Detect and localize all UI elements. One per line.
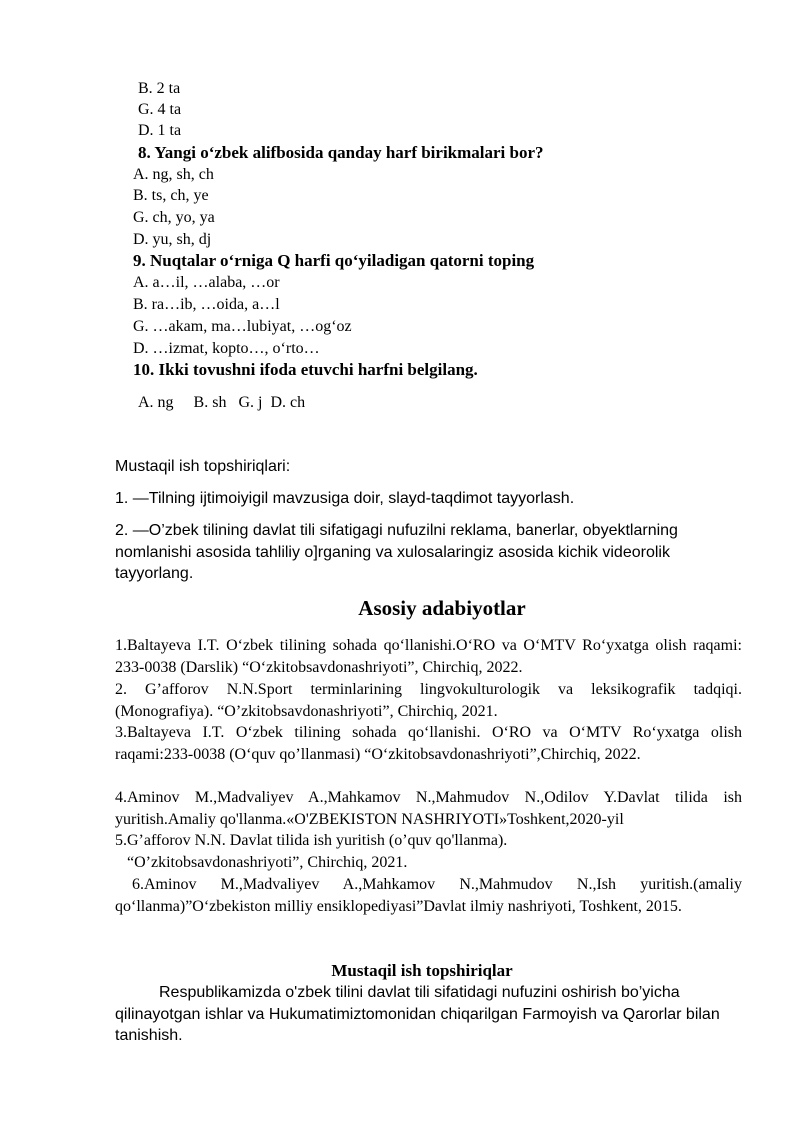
question-8-title: 8. Yangi o‘zbek alifbosida qanday harf birikmalari bor? [138,143,544,162]
reference-item: 6.Aminov M.,Madvaliyev A.,Mahkamov N.,Mahmudov N.,Ish yuritish.(amaliy qo‘llanma)”O‘zbekiston milliy ensiklopediyasi”Davlat ilmiy nashriyoti, Toshkent, 2015. [115,876,742,915]
independent-task-item: 1. ―Tilning ijtimoiyigil mavzusiga doir, slayd-taqdimot tayyorlash. [115,490,575,507]
question-9-option-a: A. a…il, …alaba, …or [133,274,280,291]
question-9-option-g: G. …akam, ma…lubiyat, …og‘oz [133,318,352,335]
reference-item: 3.Baltayeva I.T. O‘zbek tilining sohada qo‘llanishi. O‘RO va O‘MTV Ro‘yxatga olish raqami:233-0038 (O‘quv qo’llanmasi) “O‘zkitobsavdonashriyoti”,Chirchiq, 2022. [115,724,742,763]
answer-option: B. 2 ta [138,80,181,97]
question-8-option-g: G. ch, yo, ya [133,209,215,226]
literature-heading: Asosiy adabiyotlar [358,596,526,620]
question-8-option-b: B. ts, ch, ye [133,187,209,204]
reference-item: 4.Aminov M.,Madvaliyev A.,Mahkamov N.,Mahmudov N.,Odilov Y.Davlat tilida ish yuritish.Amaliy qo'llanma.«O'ZBEKISTON NASHRIYOTI»Toshkent,2020-yil [115,789,742,828]
reference-item-continuation: “O’zkitobsavdonashriyoti”, Chirchiq, 2021. [127,854,408,871]
question-10-options: A. ng B. sh G. j D. ch [138,394,306,411]
final-section-heading: Mustaqil ish topshiriqlar [331,961,513,980]
question-8-option-a: A. ng, sh, ch [133,166,214,183]
reference-item: 2. G’afforov N.N.Sport terminlarining lingvokulturologik va leksikografik tadqiqi. (Monografiya). “O’zkitobsavdonashriyoti”, Chirchiq, 2021. [115,681,742,720]
question-10-title: 10. Ikki tovushni ifoda etuvchi harfni belgilang. [133,360,478,379]
question-9-option-d: D. …izmat, kopto…, o‘rto… [133,340,320,357]
final-section-body: Respublikamizda o'zbek tilini davlat tili sifatidagi nufuzini oshirish bo’yicha qilinayotgan ishlar va Hukumatimiztomonidan chiqarilgan Farmoyish va Qarorlar bilan tanishish. [115,984,720,1044]
question-8-option-d: D. yu, sh, dj [133,231,212,248]
independent-task-item: 2. ―O’zbek tilining davlat tili sifatigagi nufuzilni reklama, banerlar, obyektlarning nomlanishi asosida tahliliy o]rganing va xulosalaringiz asosida kichik videorolik tayyorlang. [115,522,678,582]
reference-item: 1.Baltayeva I.T. O‘zbek tilining sohada qo‘llanishi.O‘RO va O‘MTV Ro‘yxatga olish raqami: 233-0038 (Darslik) “O‘zkitobsavdonashriyoti”, Chirchiq, 2022. [115,637,742,676]
answer-option: D. 1 ta [138,122,182,139]
question-9-title: 9. Nuqtalar o‘rniga Q harfi qo‘yiladigan qatorni toping [133,251,535,270]
reference-item: 5.G’afforov N.N. Davlat tilida ish yuritish (o’quv qo'llanma). [115,832,508,849]
question-9-option-b: B. ra…ib, …oida, a…l [133,296,280,313]
independent-tasks-heading: Mustaqil ish topshiriqlari: [115,458,291,475]
answer-option: G. 4 ta [138,101,182,118]
